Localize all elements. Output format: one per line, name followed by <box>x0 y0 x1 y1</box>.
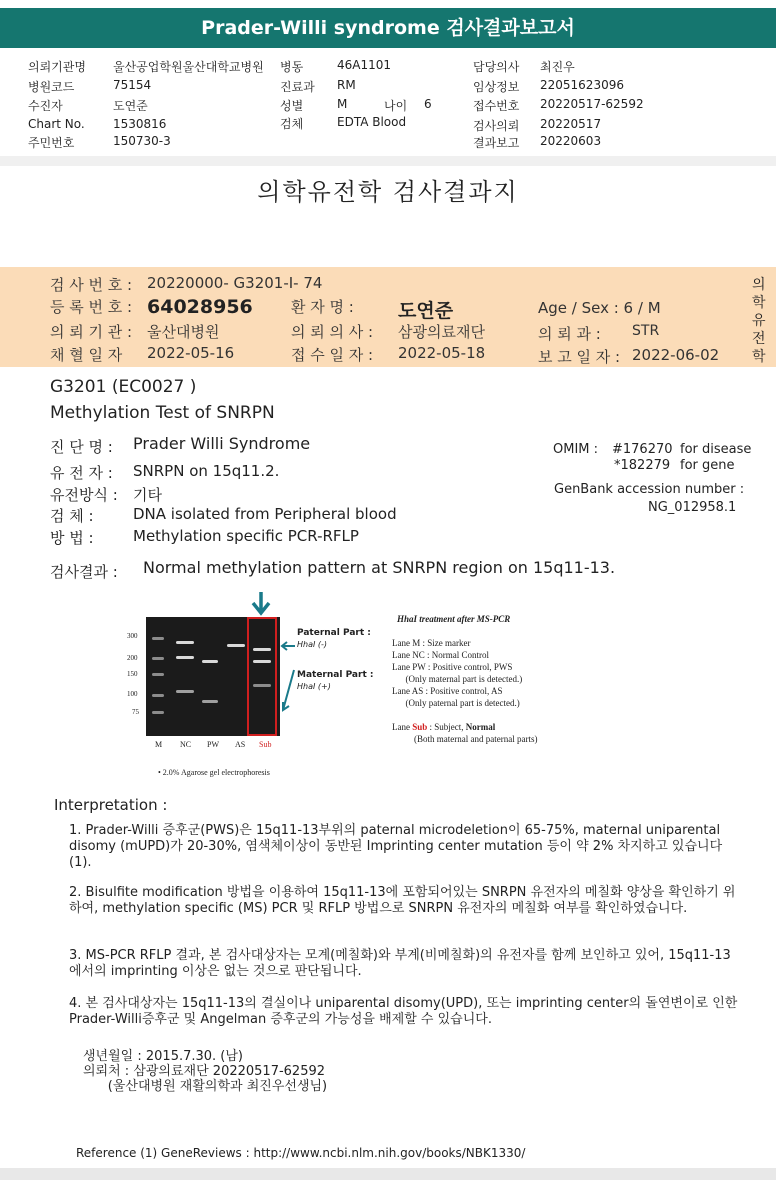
detail-label: 검 체 : <box>50 507 94 525</box>
marker-label: 150 <box>127 670 138 678</box>
marker-label: 300 <box>127 632 138 640</box>
header-value: M <box>337 97 348 111</box>
gel-band <box>176 656 194 659</box>
header-label: 검체 <box>280 117 304 131</box>
interpretation-paragraph: 2. Bisulfite modification 방법을 이용하여 15q11-13에 포함되어있는 SNRPN 유전자의 메칠화 양상을 확인하기 위하여, methylation specific (MS) PCR 및 RFLP 방법으로 SNRPN 유전자의 메칠화 여부를 확인하였습니다. <box>69 885 736 916</box>
header-value: 20220603 <box>540 134 602 148</box>
note-line: 의뢰처 : 삼광의료재단 20220517-62592 <box>83 1064 326 1079</box>
header-label: 나이 <box>384 99 408 113</box>
detail-value: DNA isolated from Peripheral blood <box>133 505 397 523</box>
header-value: 20220517 <box>540 117 602 131</box>
lane-label: M <box>155 740 163 749</box>
doctor-label: 의 뢰 의 사 : <box>291 323 374 341</box>
test-name: Methylation Test of SNRPN <box>50 403 275 423</box>
gel-band <box>202 700 218 703</box>
interpretation-paragraph: 1. Prader-Willi 증후군(PWS)은 15q11-13부위의 paternal microdeletion이 65-75%, maternal uniparental disomy (mUPD)가 20-30%, 염색체이상이 동반된 Imprinting center mutation 등이 약 2% 차지하고 있습니다 (1). <box>69 823 723 870</box>
header-label: 의뢰기관명 <box>28 60 86 74</box>
receive-label: 접 수 일 자 : <box>291 346 374 364</box>
header-value: 20220517-62592 <box>540 97 644 111</box>
header-label: 임상정보 <box>473 80 520 94</box>
gel-band <box>152 673 164 676</box>
interpretation-paragraph: 3. MS-PCR RFLP 결과, 본 검사대상자는 모계(메칠화)와 부계(비메칠화)의 유전자를 함께 보인하고 있어, 15q11-13에서의 imprinting 이상은 없는 것으로 판단됩니다. <box>69 948 731 979</box>
side-char: 학 <box>752 295 766 311</box>
receive-date: 2022-05-18 <box>398 344 486 362</box>
lane-label: AS <box>235 740 246 749</box>
gel-band <box>152 637 164 640</box>
gel-band <box>227 644 245 647</box>
report-label: 보 고 일 자 : <box>538 348 621 366</box>
detail-value: Prader Willi Syndrome <box>133 434 311 453</box>
detail-value: 기타 <box>133 486 162 504</box>
result-label: 검사결과 : <box>50 563 118 581</box>
genbank-value: NG_012958.1 <box>648 500 737 515</box>
legend-sub-tag: Sub <box>412 722 428 732</box>
detail-value: SNRPN on 15q11.2. <box>133 462 280 480</box>
doctor: 삼광의료재단 <box>398 323 485 341</box>
header-value: 6 <box>424 97 432 111</box>
legend-sub-note: (Both maternal and paternal parts) <box>414 734 538 744</box>
header-value: 22051623096 <box>540 78 624 92</box>
gel-caption: • 2.0% Agarose gel electrophoresis <box>158 768 270 777</box>
collect-label: 채 혈 일 자 <box>50 346 123 364</box>
reg-no: 64028956 <box>147 296 253 318</box>
header-value: 150730-3 <box>113 134 171 148</box>
maternal-sub: HhaI (+) <box>297 682 331 691</box>
marker-label: 100 <box>127 690 138 698</box>
interpretation-title: Interpretation : <box>54 796 168 814</box>
collect-date: 2022-05-16 <box>147 344 235 362</box>
omim-disease-note: for disease <box>680 442 752 457</box>
header-value: 도연준 <box>113 99 148 113</box>
lane-label: Sub <box>259 740 272 749</box>
header-value: 46A1101 <box>337 58 392 72</box>
footer-bar <box>0 1168 776 1180</box>
header-label: 병동 <box>280 60 304 74</box>
gel-band <box>152 711 164 714</box>
header-value: 최진우 <box>540 60 575 74</box>
legend-title: HhaI treatment after MS-PCR <box>397 614 511 624</box>
lane-label: NC <box>180 740 192 749</box>
side-char: 학 <box>752 349 766 365</box>
gel-band <box>152 657 164 660</box>
header-label: 성별 <box>280 99 304 113</box>
header-label: 담당의사 <box>473 60 520 74</box>
dept-label: 의 뢰 과 : <box>538 325 601 343</box>
header-value: EDTA Blood <box>337 115 407 129</box>
note-line: 생년월일 : 2015.7.30. (남) <box>83 1049 244 1064</box>
header-label: Chart No. <box>28 117 85 131</box>
reg-no-label: 등 록 번 호 : <box>50 298 133 316</box>
detail-label: 방 법 : <box>50 529 94 547</box>
legend-sub-bold: Normal <box>465 722 496 732</box>
gel-band <box>176 641 194 644</box>
test-code: G3201 (EC0027 ) <box>50 377 197 397</box>
header-value: 75154 <box>113 78 152 92</box>
side-char: 의 <box>752 277 766 293</box>
header-label: 결과보고 <box>473 136 520 150</box>
omim-gene-note: for gene <box>680 458 735 473</box>
exam-no: 20220000- G3201-I- 74 <box>147 274 323 292</box>
report-date: 2022-06-02 <box>632 346 720 364</box>
inst-label: 의 뢰 기 관 : <box>50 323 133 341</box>
detail-label: 유전방식 : <box>50 486 118 504</box>
separator <box>0 156 776 166</box>
detail-value: Methylation specific PCR-RFLP <box>133 527 359 545</box>
marker-label: 200 <box>127 654 138 662</box>
side-char: 유 <box>752 313 766 329</box>
legend-sub-prefix: Lane <box>392 722 413 732</box>
side-char: 전 <box>752 331 766 347</box>
header-label: 수진자 <box>28 99 63 113</box>
legend-sub-text: : Subject, <box>427 722 466 732</box>
legend-line: Lane NC : Normal Control <box>392 650 489 660</box>
lane-label: PW <box>207 740 219 749</box>
header-label: 병원코드 <box>28 80 75 94</box>
paternal-sub: HhaI (-) <box>297 640 328 649</box>
omim-gene: *182279 <box>614 458 671 473</box>
legend-line: Lane M : Size marker <box>392 638 471 648</box>
paternal-label: Paternal Part : <box>297 628 371 638</box>
arrow-down-icon <box>250 592 272 618</box>
genbank-label: GenBank accession number : <box>554 482 745 497</box>
header-label: 진료과 <box>280 80 315 94</box>
detail-label: 진 단 명 : <box>50 438 113 456</box>
legend-line: Lane AS : Positive control, AS <box>392 686 503 696</box>
detail-label: 유 전 자 : <box>50 464 113 482</box>
report-title: Prader-Willi syndrome 검사결과보고서 <box>0 8 776 48</box>
gel-band <box>176 690 194 693</box>
omim-disease: #176270 <box>612 442 673 457</box>
gel-band <box>202 660 218 663</box>
subject-lane-highlight <box>247 617 277 736</box>
maternal-label: Maternal Part : <box>297 670 374 680</box>
dept: STR <box>632 323 660 339</box>
header-label: 접수번호 <box>473 99 520 113</box>
header-value: RM <box>337 78 356 92</box>
document-subtitle: 의학유전학 검사결과지 <box>257 178 519 206</box>
reference: Reference (1) GeneReviews : http://www.ncbi.nlm.nih.gov/books/NBK1330/ <box>76 1146 526 1160</box>
exam-no-label: 검 사 번 호 : <box>50 276 133 294</box>
omim-label: OMIM : <box>553 442 599 457</box>
patient-name: 도연준 <box>398 300 454 322</box>
note-line: (울산대병원 재활의학과 최진우선생님) <box>83 1079 328 1094</box>
result-text: Normal methylation pattern at SNRPN region on 15q11-13. <box>143 558 616 577</box>
gel-band <box>152 694 164 697</box>
header-value: 울산공업학원울산대학교병원 <box>113 60 264 74</box>
legend-line: (Only paternal part is detected.) <box>392 698 520 708</box>
age-sex: Age / Sex : 6 / M <box>538 299 661 317</box>
legend-line: (Only maternal part is detected.) <box>392 674 523 684</box>
legend-sub-line <box>392 722 495 732</box>
inst: 울산대병원 <box>147 323 220 341</box>
header-label: 검사의뢰 <box>473 119 520 133</box>
legend-line: Lane PW : Positive control, PWS <box>392 662 513 672</box>
header-label: 주민번호 <box>28 136 75 150</box>
patient-label: 환 자 명 : <box>291 298 354 316</box>
interpretation-paragraph: 4. 본 검사대상자는 15q11-13의 결실이나 uniparental disomy(UPD), 또는 imprinting center의 돌연변이로 인한 Prader-Willi증후군 및 Angelman 증후군의 가능성을 배제할 수 있습니다. <box>69 996 738 1027</box>
arrow-pointer-icon <box>280 640 298 714</box>
header-value: 1530816 <box>113 117 167 131</box>
marker-label: 75 <box>132 708 139 716</box>
